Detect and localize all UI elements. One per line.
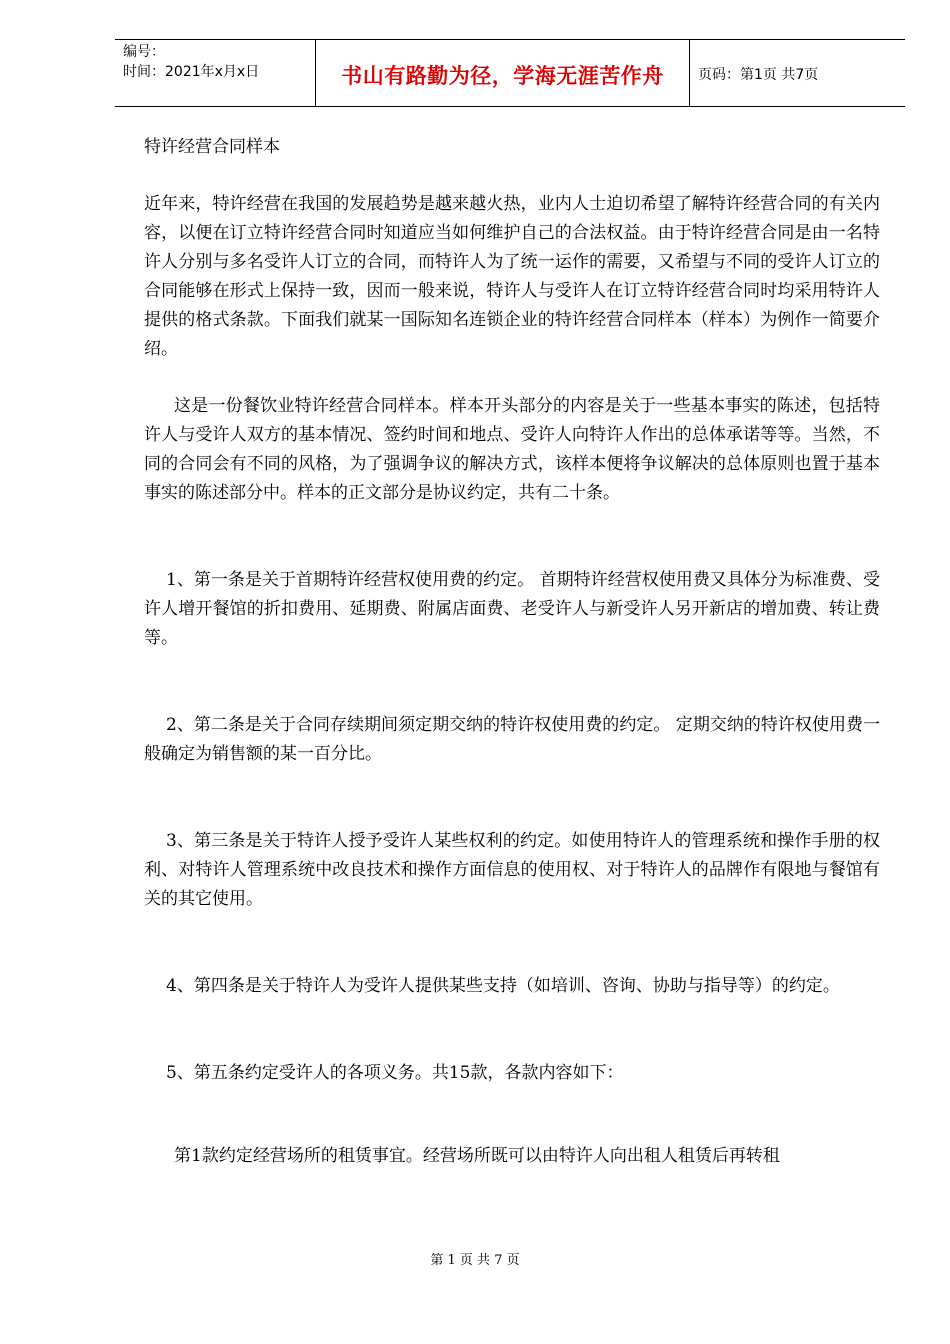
header-top-rule [115,39,905,40]
article-item-3: 3、第三条是关于特许人授予受许人某些权利的约定。如使用特许人的管理系统和操作手册的权利、对特许人管理系统中改良技术和操作方面信息的使用权、对于特许人的品牌作有限地与餐馆有关的其它使用。 [144,831,880,909]
clause-paragraph: 第1款约定经营场所的租赁事宜。经营场所既可以由特许人向出租人租赁后再转租 [174,1146,780,1166]
header-divider-right [689,39,690,107]
document-number-label: 编号： [123,44,165,60]
article-item-4: 4、第四条是关于特许人为受许人提供某些支持（如培训、咨询、协助与指导等）的约定。 [166,976,840,996]
document-time-label: 时间：2021年x月x日 [123,64,260,80]
document-title: 特许经营合同样本 [144,137,280,157]
header-meta [123,42,259,82]
intro-paragraph: 近年来，特许经营在我国的发展趋势是越来越火热，业内人士迫切希望了解特许经营合同的有关内容，以便在订立特许经营合同时知道应当如何维护自己的合法权益。由于特许经营合同是由一名特许人分别与多名受许人订立的合同，而特许人为了统一运作的需要，又希望与不同的受许人订立的合同能够在形式上保持一致，因而一般来说，特许人与受许人在订立特许经营合同时均采用特许人提供的格式条款。下面我们就某一国际知名连锁企业的特许经营合同样本（样本）为例作一简要介绍。 [144,194,880,359]
header-page-info: 页码：第1页 共7页 [698,67,819,83]
header-bottom-rule [115,106,905,107]
article-item-5: 5、第五条约定受许人的各项义务。共15款，各款内容如下： [166,1063,624,1083]
article-item-1: 1、第一条是关于首期特许经营权使用费的约定。 首期特许经营权使用费又具体分为标准费、受许人增开餐馆的折扣费用、延期费、附属店面费、老受许人与新受许人另开新店的增加费、转让费等。 [144,570,880,648]
page-footer: 第 1 页 共 7 页 [430,1253,520,1268]
document-body [144,133,880,1171]
header-motto: 书山有路勤为径，学海无涯苦作舟 [341,64,664,88]
article-item-2: 2、第二条是关于合同存续期间须定期交纳的特许权使用费的约定。 定期交纳的特许权使用费一般确定为销售额的某一百分比。 [144,715,880,764]
overview-paragraph: 这是一份餐饮业特许经营合同样本。样本开头部分的内容是关于一些基本事实的陈述，包括特许人与受许人双方的基本情况、签约时间和地点、受许人向特许人作出的总体承诺等等。当然，不同的合同会有不同的风格，为了强调争议的解决方式，该样本便将争议解决的总体原则也置于基本事实的陈述部分中。样本的正文部分是协议约定，共有二十条。 [144,396,880,503]
